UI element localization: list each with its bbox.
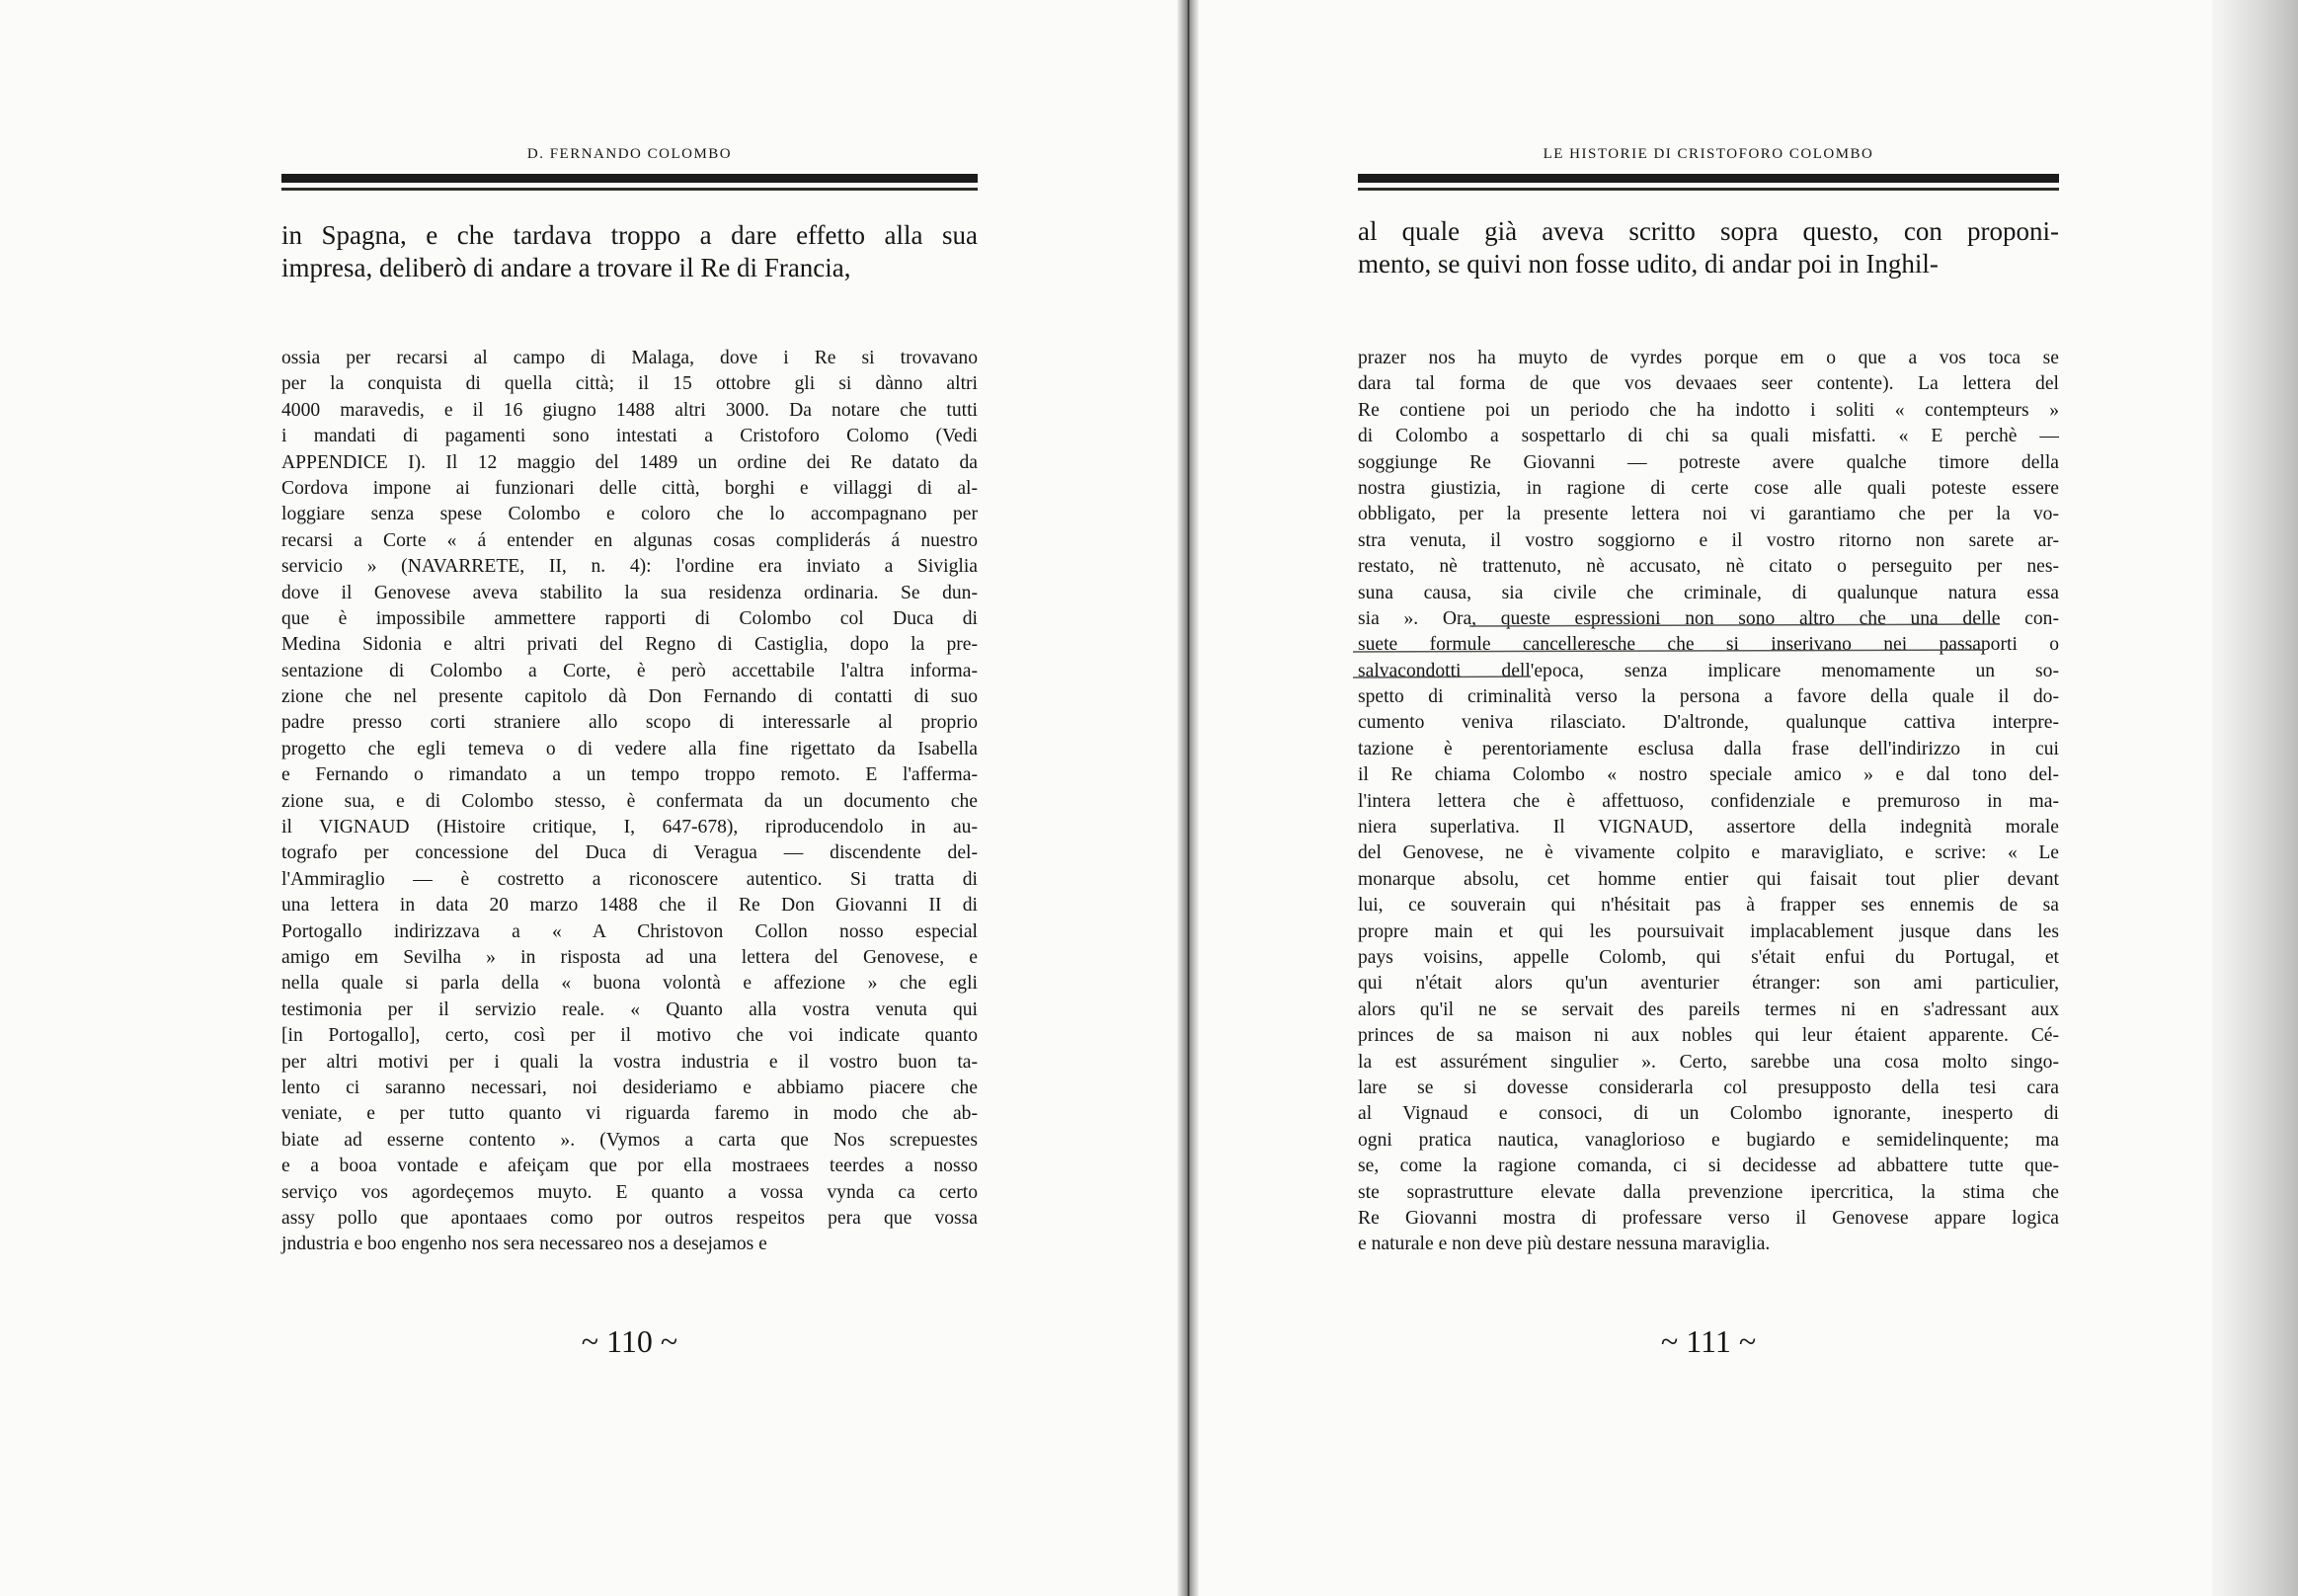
lead-line: impresa, deliberò di andare a trovare il Re di Francia,: [281, 253, 851, 282]
commentary-text: [281, 346, 978, 1258]
text-line: e naturale e non deve più destare nessuna maraviglia.: [1358, 1234, 1771, 1255]
text-line: Medina Sidonia e altri privati del Regno di Castiglia, dopo la pre-: [281, 634, 978, 656]
text-line: monarque absolu, cet homme entier qui faisait tout plier devant: [1358, 868, 2059, 890]
text-line: soggiunge Re Giovanni — potreste avere qualche timore della: [1358, 451, 2059, 473]
text-line: nella quale si parla della « buona volontà e affezione » che egli: [281, 973, 978, 995]
text-line: testimonia per il servizio reale. « Quanto alla vostra venuta qui: [281, 998, 978, 1020]
text-line: il VIGNAUD (Histoire critique, I, 647-678), riproducendolo in au-: [281, 817, 978, 838]
text-line: spetto di criminalità verso la persona a favore della quale il do-: [1358, 686, 2059, 708]
text-line: sentazione di Colombo a Corte, è però accettabile l'altra informa-: [281, 660, 978, 681]
text-line: alors qu'il ne se servait des pareils termes ni en s'adressant aux: [1358, 998, 2059, 1020]
text-line: biate ad esserne contento ». (Vymos a carta que Nos screpuestes: [281, 1129, 978, 1151]
text-line: e a booa vontade e afeiçam que por ella mostraees teerdes a nosso: [281, 1156, 978, 1177]
text-line: di Colombo a sospettarlo di chi sa quali misfatti. « E perchè —: [1358, 426, 2059, 447]
text-line: restato, nè trattenuto, nè accusato, nè citato o perseguito per nes-: [1358, 556, 2059, 578]
text-line: al Vignaud e consoci, di un Colombo ignorante, inesperto di: [1358, 1103, 2059, 1125]
text-line: dove il Genovese aveva stabilito la sua residenza ordinaria. Se dun-: [281, 582, 978, 603]
page-number: ~ 111 ~: [1660, 1323, 1757, 1359]
header-rule-thin: [281, 188, 978, 191]
text-line: recarsi a Corte « á entender en algunas cosas compliderás á nuestro: [281, 529, 978, 551]
text-line: tografo per concessione del Duca di Veragua — discendente del-: [281, 842, 978, 864]
text-line: progetto che egli temeva o di vedere alla fine rigettato da Isabella: [281, 738, 978, 759]
header-rule: [1358, 174, 2059, 183]
running-head: LE HISTORIE DI CRISTOFORO COLOMBO: [1543, 146, 1874, 162]
text-line: suna causa, sia civile che criminale, di qualunque natura essa: [1358, 582, 2059, 603]
page-number: ~ 110 ~: [581, 1323, 678, 1359]
running-head: D. FERNANDO COLOMBO: [526, 146, 733, 162]
text-line: ogni pratica nautica, vanaglorioso e bugiardo e semidelinquente; ma: [1358, 1129, 2059, 1151]
text-line: 4000 maravedis, e il 16 giugno 1488 altri 3000. Da notare che tutti: [281, 399, 978, 421]
text-line: veniate, e per tutto quanto vi riguarda faremo in modo che ab-: [281, 1103, 978, 1125]
text-line: i mandati di pagamenti sono intestati a Cristoforo Colomo (Vedi: [281, 426, 978, 447]
commentary-text: [1358, 346, 2059, 1258]
text-line: [in Portogallo], certo, così per il motivo che voi indicate quanto: [281, 1025, 978, 1047]
text-line: nostra giustizia, in ragione di certe cose alle quali poteste essere: [1358, 477, 2059, 499]
header-rule: [281, 174, 978, 183]
text-line: princes de sa maison ni aux nobles qui leur étaient apparente. Cé-: [1358, 1025, 2059, 1047]
text-line: del Genovese, ne è vivamente colpito e maravigliato, e scrive: « Le: [1358, 842, 2059, 864]
text-line: stra venuta, il vostro soggiorno e il vostro ritorno non sarete ar-: [1358, 529, 2059, 551]
text-line: assy pollo que apontaaes como por outros respeitos pera que vossa: [281, 1207, 978, 1229]
text-line: pays voisins, appelle Colomb, qui s'était enfui du Portugal, et: [1358, 946, 2059, 968]
text-line: salvacondotti dell'epoca, senza implicare menomamente un so-: [1358, 660, 2059, 681]
text-line: loggiare senza spese Colombo e coloro che lo accompagnano per: [281, 504, 978, 525]
text-line: dara tal forma de que vos devaaes seer contente). La lettera del: [1358, 373, 2059, 395]
text-line: Portogallo indirizzava a « A Christovon Collon nosso especial: [281, 920, 978, 942]
text-line: ste soprastrutture elevate dalla prevenzione ipercritica, la stima che: [1358, 1181, 2059, 1203]
text-line: prazer nos ha muyto de vyrdes porque em o que a vos toca se: [1358, 348, 2059, 368]
text-line: que è impossibile ammettere rapporti di Colombo col Duca di: [281, 607, 978, 629]
text-line: per la conquista di quella città; il 15 ottobre gli si dànno altri: [281, 373, 978, 395]
text-line: propre main et qui les poursuivait implacablement jusque dans les: [1358, 920, 2059, 942]
page-edge-shadow: [2212, 0, 2298, 1596]
lead-paragraph: [281, 219, 978, 284]
text-line: Cordova impone ai funzionari delle città, borghi e villaggi di al-: [281, 477, 978, 499]
text-line: lare se si dovesse considerarla col presupposto della tesi cara: [1358, 1077, 2059, 1098]
lead-line: mento, se quivi non fosse udito, di andar poi in Inghil-: [1358, 249, 1939, 279]
text-line: zione che nel presente capitolo dà Don Fernando di contatti di suo: [281, 686, 978, 708]
text-line: se, come la ragione comanda, ci si decidesse ad abbattere tutte que-: [1358, 1156, 2059, 1177]
text-line: padre presso corti straniere allo scopo di interessarle al proprio: [281, 712, 978, 734]
text-line: niera superlativa. Il VIGNAUD, assertore della indegnità morale: [1358, 817, 2059, 838]
text-line: Re Giovanni mostra di professare verso il Genovese appare logica: [1358, 1207, 2059, 1229]
text-line: e Fernando o rimandato a un tempo troppo remoto. E l'afferma-: [281, 764, 978, 786]
text-line: jndustria e boo engenho nos sera necessareo nos a desejamos e: [281, 1234, 767, 1255]
text-line: qui n'était alors qu'un aventurier étranger: son ami particulier,: [1358, 973, 2059, 995]
text-line: cumento veniva rilasciato. D'altronde, qualunque cattiva interpre-: [1358, 712, 2059, 734]
text-line: servicio » (NAVARRETE, II, n. 4): l'ordine era inviato a Siviglia: [281, 556, 978, 578]
lead-line: al quale già aveva scritto sopra questo, con proponi-: [1358, 216, 2059, 246]
text-line: l'Ammiraglio — è costretto a riconoscere autentico. Si tratta di: [281, 868, 978, 890]
text-line: suete formule cancelleresche che si inserivano nei passaporti o: [1358, 634, 2059, 656]
text-line: obbligato, per la presente lettera noi vi garantiamo che per la vo-: [1358, 504, 2059, 525]
text-line: ossia per recarsi al campo di Malaga, dove i Re si trovavano: [281, 348, 978, 368]
text-line: tazione è perentoriamente esclusa dalla frase dell'indirizzo in cui: [1358, 738, 2059, 759]
lead-line: in Spagna, e che tardava troppo a dare effetto alla sua: [281, 220, 978, 250]
text-line: APPENDICE I). Il 12 maggio del 1489 un ordine dei Re datato da: [281, 451, 978, 473]
book-gutter: [1177, 0, 1199, 1596]
lead-paragraph: [1358, 215, 2059, 280]
text-line: Re contiene poi un periodo che ha indotto i soliti « contempteurs »: [1358, 399, 2059, 421]
text-line: l'intera lettera che è affettuoso, confidenziale e premuroso in ma-: [1358, 790, 2059, 812]
text-line: zione sua, e di Colombo stesso, è confermata da un documento che: [281, 790, 978, 812]
text-line: lento ci saranno necessari, noi desideriamo e abbiamo piacere che: [281, 1077, 978, 1098]
text-line: lui, ce souverain qui n'hésitait pas à frapper ses ennemis de sa: [1358, 895, 2059, 917]
header-rule-thin: [1358, 188, 2059, 191]
text-line: sia ». Ora, queste espressioni non sono altro che una delle con-: [1358, 607, 2059, 629]
text-line: una lettera in data 20 marzo 1488 che il Re Don Giovanni II di: [281, 895, 978, 917]
text-line: per altri motivi per i quali la vostra industria e il vostro buon ta-: [281, 1051, 978, 1073]
text-line: il Re chiama Colombo « nostro speciale amico » e dal tono del-: [1358, 764, 2059, 786]
text-line: serviço vos agordeçemos muyto. E quanto a vossa vynda ca certo: [281, 1181, 978, 1203]
text-line: amigo em Sevilha » in risposta ad una lettera del Genovese, e: [281, 946, 978, 968]
text-line: la est assurément singulier ». Certo, sarebbe una cosa molto singo-: [1358, 1051, 2059, 1073]
